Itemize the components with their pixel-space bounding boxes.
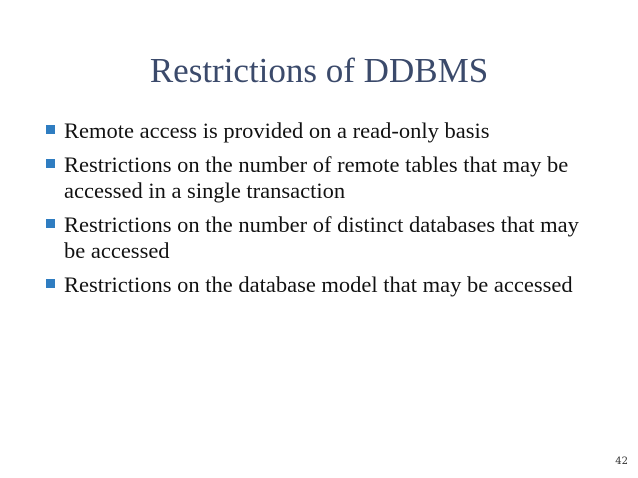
square-bullet-icon [46,219,55,228]
bullet-item [44,212,604,264]
bullet-item [44,152,604,204]
slide-title: Restrictions of DDBMS [149,51,489,90]
square-bullet-icon [46,159,55,168]
square-bullet-icon [46,125,55,134]
square-bullet-icon [46,279,55,288]
bullet-text: Restrictions on the database model that may be accessed [64,272,573,297]
bullet-text: Restrictions on the number of distinct databases that may be accessed [64,212,579,263]
bullet-text: Remote access is provided on a read-only basis [64,118,490,143]
bullet-list [44,118,604,306]
bullet-text: Restrictions on the number of remote tables that may be accessed in a single transaction [64,152,569,203]
bullet-item [44,118,604,144]
page-number: 42 [615,456,628,467]
bullet-item [44,272,604,298]
